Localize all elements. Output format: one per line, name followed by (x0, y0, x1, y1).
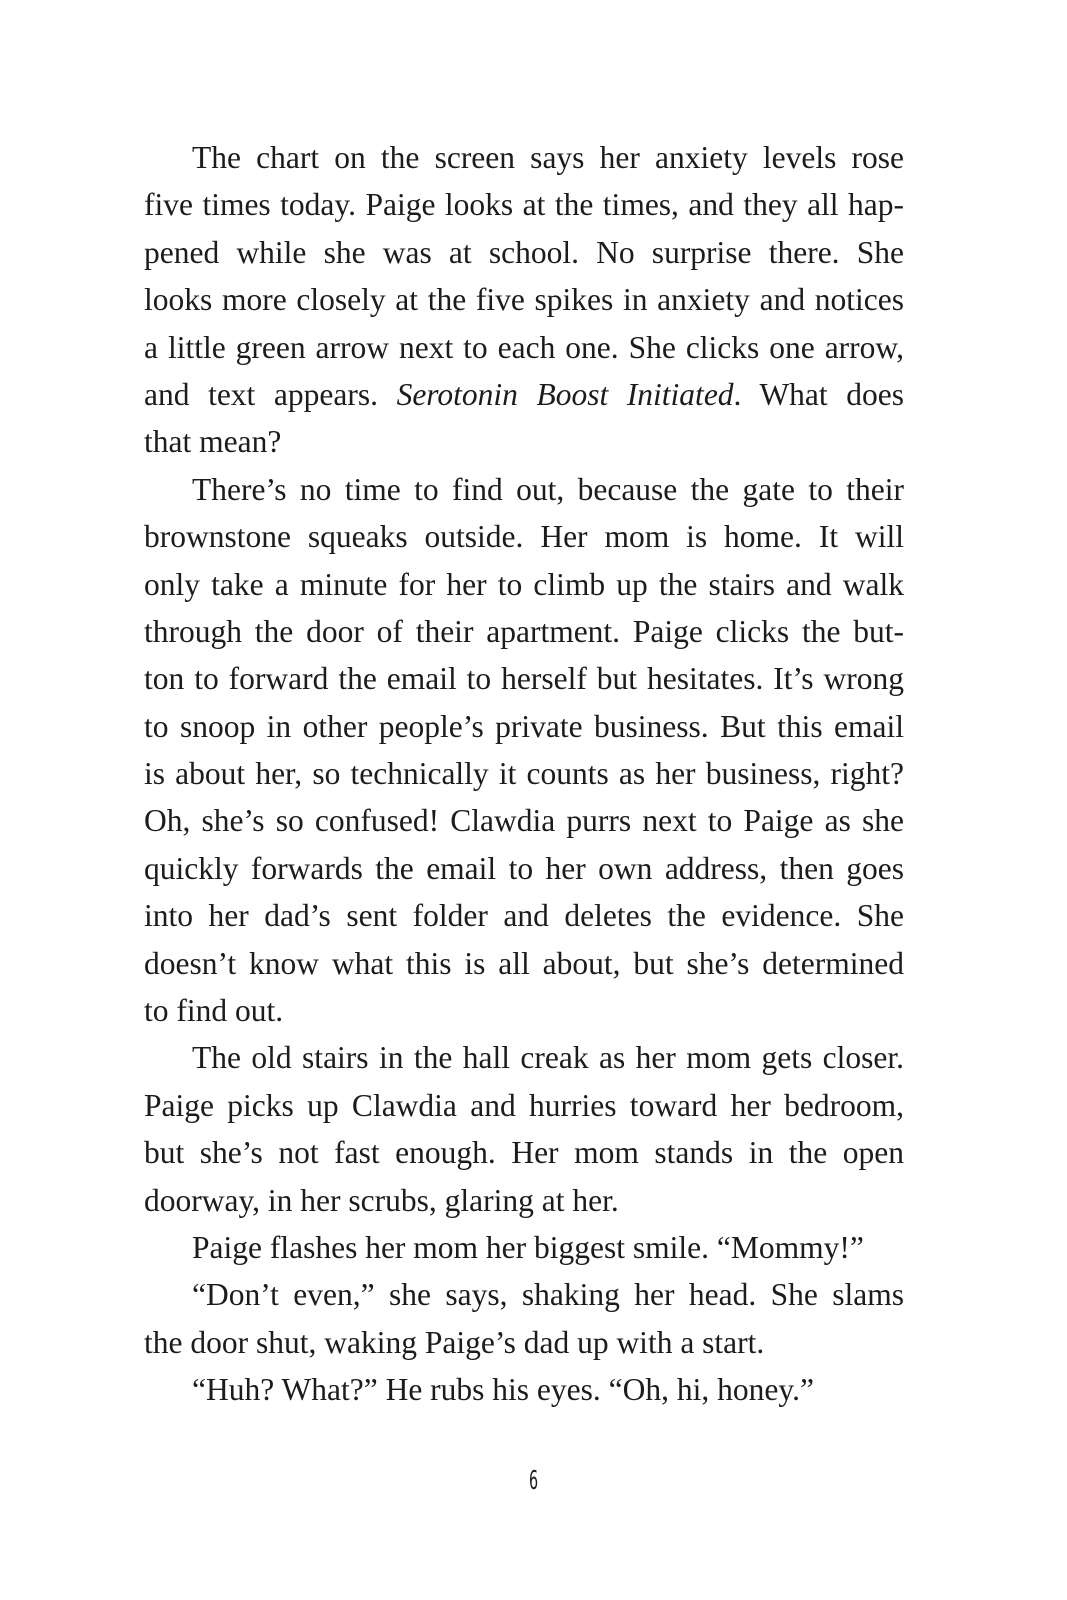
text-segment: and text appears. (144, 376, 397, 412)
page-number: 6 (528, 1466, 539, 1496)
text-line: into her dad’s sent folder and deletes the evidence. She (144, 898, 904, 934)
text-line: “Don’t even,” she says, shaking her head. She slams (192, 1277, 904, 1313)
text-line: “Huh? What?” He rubs his eyes. “Oh, hi, honey.” (192, 1372, 814, 1408)
text-line: five times today. Paige looks at the times, and they all hap- (144, 187, 904, 223)
text-line: ton to forward the email to herself but hesitates. It’s wrong (144, 661, 904, 697)
text-line: Oh, she’s so confused! Clawdia purrs next to Paige as she (144, 803, 904, 839)
text-line: pened while she was at school. No surprise there. She (144, 234, 904, 270)
text-line: that mean? (144, 424, 282, 460)
text-line: but she’s not fast enough. Her mom stands in the open (144, 1135, 904, 1171)
text-line: Paige flashes her mom her biggest smile. “Mommy!” (192, 1229, 864, 1265)
text-line: a little green arrow next to each one. She clicks one arrow, (144, 329, 904, 365)
text-line: the door shut, waking Paige’s dad up with a start. (144, 1324, 765, 1360)
text-line: quickly forwards the email to her own address, then goes (144, 850, 904, 886)
body-text (144, 134, 904, 1414)
text-line: to snoop in other people’s private business. But this email (144, 708, 904, 744)
text-line: only take a minute for her to climb up the stairs and walk (144, 566, 904, 602)
text-line (144, 371, 904, 418)
text-line: The old stairs in the hall creak as her mom gets closer. (192, 1040, 904, 1076)
text-line: is about her, so technically it counts as her business, right? (144, 756, 904, 792)
text-line: brownstone squeaks outside. Her mom is home. It will (144, 519, 904, 555)
text-line: doorway, in her scrubs, glaring at her. (144, 1182, 619, 1218)
text-line: looks more closely at the five spikes in anxiety and notices (144, 282, 904, 318)
text-segment: . What does (733, 376, 904, 412)
italic-title: Serotonin Boost Initiated (396, 376, 734, 412)
text-line: through the door of their apartment. Paige clicks the but- (144, 613, 904, 649)
text-line: doesn’t know what this is all about, but she’s determined (144, 945, 904, 981)
text-line: The chart on the screen says her anxiety levels rose (192, 140, 904, 175)
text-line: There’s no time to find out, because the gate to their (192, 471, 904, 507)
text-line: to find out. (144, 993, 284, 1029)
text-line: Paige picks up Clawdia and hurries toward her bedroom, (144, 1087, 904, 1123)
